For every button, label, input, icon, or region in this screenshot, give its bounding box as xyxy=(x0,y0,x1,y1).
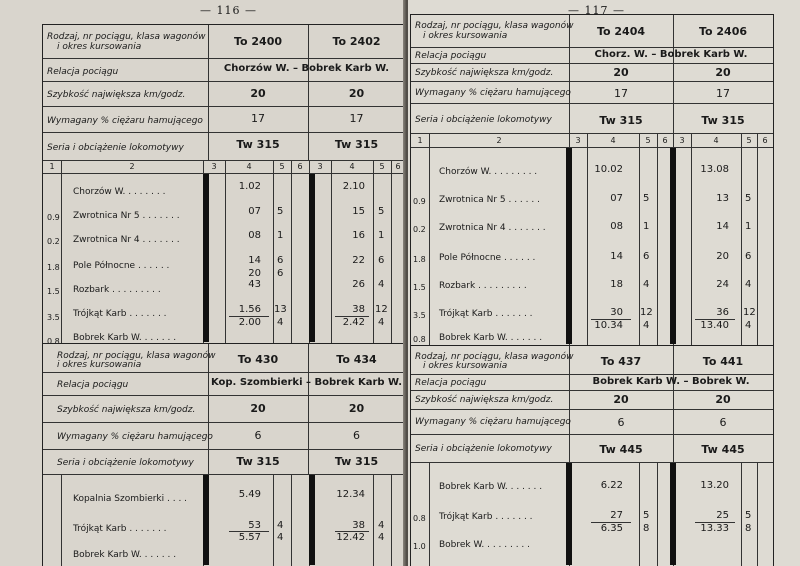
minutes-b: 4 xyxy=(378,520,385,531)
header-label-brake: Wymagany % ciężaru hamującego xyxy=(415,88,571,98)
minutes-b: 4 xyxy=(378,279,385,290)
loco-value-b: Tw 315 xyxy=(334,455,379,468)
time-b: 26 xyxy=(352,279,365,290)
col-num-6: 6 xyxy=(662,136,668,145)
track-bar xyxy=(670,148,676,344)
header-label-brake: Wymagany % ciężaru hamującego xyxy=(57,432,213,442)
station-name: Trójkąt Karb . . . . . . . xyxy=(439,512,533,522)
minutes-b: 5 xyxy=(745,510,752,521)
brake-value-a: 17 xyxy=(251,112,265,125)
time-b: 12.34 xyxy=(336,489,365,500)
speed-value-b: 20 xyxy=(348,87,365,100)
station-name: Rozbark . . . . . . . . . xyxy=(439,281,527,291)
time-b: 13.20 xyxy=(700,480,729,491)
station-name: Bobrek Karb W. . . . . . . xyxy=(73,333,177,343)
km-value: 1.8 xyxy=(413,255,426,264)
speed-value-a: 20 xyxy=(250,402,266,415)
time-a: 30 xyxy=(610,307,623,318)
time-a: 1.56 xyxy=(238,304,261,315)
col-num-1: 1 xyxy=(49,162,55,171)
station-name: Pole Północne . . . . . . xyxy=(439,253,536,263)
minutes-b-2: 4 xyxy=(745,320,752,331)
header-label-train-2: i okres kursowania xyxy=(423,31,508,41)
minutes-b: 6 xyxy=(378,255,385,266)
minutes-b: 4 xyxy=(378,317,385,328)
minutes-a: 1 xyxy=(643,221,650,232)
km-value: 0.9 xyxy=(47,213,60,222)
minutes-b: 5 xyxy=(745,193,752,204)
header-label-train: Rodzaj, nr pociągu, klasa wagonów xyxy=(415,352,574,362)
header-label-relation: Relacja pociągu xyxy=(57,380,129,390)
loco-value-b: Tw 315 xyxy=(701,114,745,127)
col-num-1: 1 xyxy=(417,136,423,145)
train-number-a: To 437 xyxy=(600,355,642,368)
header-label-relation: Relacja pociągu xyxy=(47,67,119,77)
station-name: Bobrek Karb W. . . . . . . xyxy=(73,550,177,560)
timetable-block-top xyxy=(42,24,405,344)
train-number-b: To 434 xyxy=(336,353,377,366)
station-name: Zwrotnica Nr 4 . . . . . . . xyxy=(73,235,180,245)
minutes-a-2: 4 xyxy=(643,320,650,331)
minutes-b: 5 xyxy=(378,206,385,217)
col-num-3b: 3 xyxy=(679,136,685,145)
time-a: 18 xyxy=(610,279,623,290)
train-number-b: To 2406 xyxy=(698,25,748,38)
speed-value-b: 20 xyxy=(715,393,731,406)
station-name: Chorzów W. . . . . . . . . xyxy=(439,167,538,177)
km-value: 1.0 xyxy=(413,542,426,551)
minutes-a: 1 xyxy=(277,230,284,241)
minutes-b-2: 4 xyxy=(378,532,385,543)
time-b: 24 xyxy=(716,279,729,290)
km-value: 0.2 xyxy=(47,237,60,246)
minutes-a: 5 xyxy=(643,510,650,521)
loco-value-b: Tw 315 xyxy=(334,138,379,151)
time-a: 10.02 xyxy=(594,164,623,175)
relation-value: Kop. Szombierki – Bobrek Karb W. xyxy=(210,377,403,388)
time-b-2: 13.33 xyxy=(700,523,729,534)
header-label-train-2: i okres kursowania xyxy=(57,42,142,52)
time-a: 08 xyxy=(610,221,623,232)
km-value: 1.5 xyxy=(413,283,426,292)
km-value: 0.8 xyxy=(413,514,426,523)
page-number: — 117 — xyxy=(568,4,625,17)
time-b: 15 xyxy=(352,206,365,217)
col-num-5: 5 xyxy=(645,136,651,145)
header-label-loco: Seria i obciążenie lokomotywy xyxy=(415,115,552,125)
km-value: 0.9 xyxy=(413,197,426,206)
minutes-b: 12 xyxy=(743,307,756,318)
time-a: 2.00 xyxy=(238,317,261,328)
time-a: 08 xyxy=(248,230,261,241)
header-label-train-2: i okres kursowania xyxy=(57,360,142,370)
brake-value-a: 6 xyxy=(617,416,625,429)
col-num-3: 3 xyxy=(575,136,581,145)
time-a-2: 5.57 xyxy=(238,532,261,543)
time-a: 20 xyxy=(248,268,261,279)
track-bar xyxy=(203,174,209,342)
train-number-a: To 430 xyxy=(237,353,279,366)
time-b: 2.10 xyxy=(342,181,365,192)
km-value: 0.8 xyxy=(47,337,60,346)
col-num-5b: 5 xyxy=(379,162,385,171)
loco-value-a: Tw 445 xyxy=(599,443,643,456)
col-num-4: 4 xyxy=(610,136,616,145)
minutes-a: 12 xyxy=(640,307,653,318)
minutes-a: 6 xyxy=(277,255,284,266)
header-label-speed: Szybkość największa km/godz. xyxy=(415,395,554,405)
minutes-a: 13 xyxy=(274,304,287,315)
loco-value-a: Tw 315 xyxy=(236,455,280,468)
speed-value-a: 20 xyxy=(613,66,629,79)
km-value: 0.2 xyxy=(413,225,426,234)
time-b: 13 xyxy=(716,193,729,204)
track-bar xyxy=(203,475,209,565)
minutes-a-2: 8 xyxy=(643,523,650,534)
timetable-block-bottom xyxy=(410,345,774,566)
time-a: 14 xyxy=(610,251,623,262)
time-a-2: 43 xyxy=(248,279,261,290)
time-a: 5.49 xyxy=(238,489,261,500)
right-page xyxy=(408,0,800,566)
header-label-speed: Szybkość największa km/godz. xyxy=(57,405,196,415)
brake-value-b: 17 xyxy=(716,87,730,100)
station-name: Pole Północne . . . . . . xyxy=(73,261,170,271)
track-bar xyxy=(309,475,315,565)
header-label-brake: Wymagany % ciężaru hamującego xyxy=(415,417,571,427)
col-num-2: 2 xyxy=(129,162,135,171)
col-num-4: 4 xyxy=(246,162,252,171)
track-bar xyxy=(309,174,315,342)
brake-value-b: 6 xyxy=(353,429,360,442)
minutes-b: 12 xyxy=(375,304,388,315)
minutes-a: 6 xyxy=(643,251,650,262)
brake-value-a: 17 xyxy=(614,87,628,100)
time-b: 13.08 xyxy=(700,164,729,175)
brake-value-b: 17 xyxy=(349,112,364,125)
speed-value-a: 20 xyxy=(613,393,629,406)
col-num-4b: 4 xyxy=(349,162,355,171)
train-number-b: To 2402 xyxy=(332,35,381,48)
time-b: 16 xyxy=(352,230,365,241)
header-label-train: Rodzaj, nr pociągu, klasa wagonów xyxy=(47,32,206,42)
relation-value: Chorz. W. – Bobrek Karb W. xyxy=(594,49,748,60)
header-label-relation: Relacja pociągu xyxy=(415,378,487,388)
header-label-speed: Szybkość największa km/godz. xyxy=(47,90,186,100)
time-b-2: 12.42 xyxy=(336,532,365,543)
time-a: 6.22 xyxy=(600,480,623,491)
timetable-block-top xyxy=(410,14,774,346)
minutes-a: 5 xyxy=(643,193,650,204)
train-number-a: To 2404 xyxy=(596,25,646,38)
header-label-speed: Szybkość największa km/godz. xyxy=(415,68,554,78)
time-a-2: 10.34 xyxy=(594,320,623,331)
loco-value-b: Tw 445 xyxy=(701,443,745,456)
track-bar xyxy=(566,148,572,344)
km-value: 1.8 xyxy=(47,263,60,272)
header-label-train: Rodzaj, nr pociągu, klasa wagonów xyxy=(415,21,574,31)
speed-value-b: 20 xyxy=(715,66,731,79)
header-label-relation: Relacja pociągu xyxy=(415,51,487,61)
track-bar xyxy=(670,463,676,565)
header-label-loco: Seria i obciążenie lokomotywy xyxy=(415,444,552,454)
time-b: 22 xyxy=(352,255,365,266)
km-value: 0.8 xyxy=(413,335,426,344)
train-number-a: To 2400 xyxy=(233,35,283,48)
time-a: 1.02 xyxy=(238,181,261,192)
brake-value-a: 6 xyxy=(254,429,262,442)
minutes-a: 5 xyxy=(277,206,284,217)
station-name: Bobrek W. . . . . . . . . xyxy=(439,540,531,550)
col-num-6: 6 xyxy=(297,162,303,171)
station-name: Trójkąt Karb . . . . . . . xyxy=(73,524,167,534)
time-a: 07 xyxy=(248,206,261,217)
time-b: 20 xyxy=(716,251,729,262)
header-label-loco: Seria i obciążenie lokomotywy xyxy=(47,143,184,153)
speed-value-b: 20 xyxy=(348,402,365,415)
minutes-a: 4 xyxy=(643,279,650,290)
time-a: 27 xyxy=(610,510,623,521)
station-name: Bobrek Karb W. . . . . . . xyxy=(439,333,543,343)
station-name: Zwrotnica Nr 5 . . . . . . xyxy=(439,195,540,205)
col-num-3b: 3 xyxy=(317,162,323,171)
km-value: 1.5 xyxy=(47,287,60,296)
speed-value-a: 20 xyxy=(250,87,266,100)
km-value: 3.5 xyxy=(413,311,426,320)
page-number: — 116 — xyxy=(200,4,257,17)
minutes-b: 1 xyxy=(378,230,385,241)
time-b: 36 xyxy=(716,307,729,318)
col-num-6b: 6 xyxy=(395,162,401,171)
station-name: Trójkąt Karb . . . . . . . xyxy=(439,309,533,319)
header-label-train-2: i okres kursowania xyxy=(423,361,508,371)
time-b: 38 xyxy=(352,304,365,315)
time-a: 07 xyxy=(610,193,623,204)
time-a-2: 6.35 xyxy=(600,523,623,534)
station-name: Bobrek Karb W. . . . . . . xyxy=(439,482,543,492)
time-b: 14 xyxy=(716,221,729,232)
col-num-3: 3 xyxy=(211,162,217,171)
col-num-4b: 4 xyxy=(713,136,719,145)
track-bar xyxy=(566,463,572,565)
minutes-b: 6 xyxy=(745,251,752,262)
header-label-brake: Wymagany % ciężaru hamującego xyxy=(47,116,203,126)
loco-value-a: Tw 315 xyxy=(599,114,643,127)
time-b: 38 xyxy=(352,520,365,531)
minutes-a: 4 xyxy=(277,520,284,531)
col-num-6b: 6 xyxy=(762,136,768,145)
minutes-b: 4 xyxy=(745,279,752,290)
loco-value-a: Tw 315 xyxy=(236,138,280,151)
time-b: 25 xyxy=(716,510,729,521)
brake-value-b: 6 xyxy=(719,416,727,429)
minutes-a: 4 xyxy=(277,317,284,328)
station-name: Kopalnia Szombierki . . . . xyxy=(73,494,188,504)
timetable-block-bottom xyxy=(42,343,405,566)
station-name: Trójkąt Karb . . . . . . . xyxy=(73,309,167,319)
train-number-b: To 441 xyxy=(702,355,744,368)
station-name: Chorzów W. . . . . . . . xyxy=(73,187,166,197)
time-a: 53 xyxy=(248,520,261,531)
relation-value: Chorzów W. – Bobrek Karb W. xyxy=(223,63,390,74)
minutes-a: 6 xyxy=(277,268,284,279)
col-num-2: 2 xyxy=(496,136,502,145)
col-num-5: 5 xyxy=(279,162,285,171)
relation-value: Bobrek Karb W. – Bobrek W. xyxy=(592,376,750,387)
header-label-train: Rodzaj, nr pociągu, klasa wagonów xyxy=(57,351,216,361)
time-b-2: 13.40 xyxy=(700,320,729,331)
time-b: 2.42 xyxy=(342,317,365,328)
header-label-loco: Seria i obciążenie lokomotywy xyxy=(57,458,194,468)
minutes-b-2: 8 xyxy=(745,523,752,534)
station-name: Zwrotnica Nr 4 . . . . . . . xyxy=(439,223,546,233)
station-name: Rozbark . . . . . . . . . xyxy=(73,285,161,295)
station-name: Zwrotnica Nr 5 . . . . . . . xyxy=(73,211,180,221)
km-value: 3.5 xyxy=(47,313,60,322)
minutes-a-2: 4 xyxy=(277,532,284,543)
col-num-5b: 5 xyxy=(746,136,752,145)
minutes-b: 1 xyxy=(745,221,752,232)
time-a: 14 xyxy=(248,255,261,266)
